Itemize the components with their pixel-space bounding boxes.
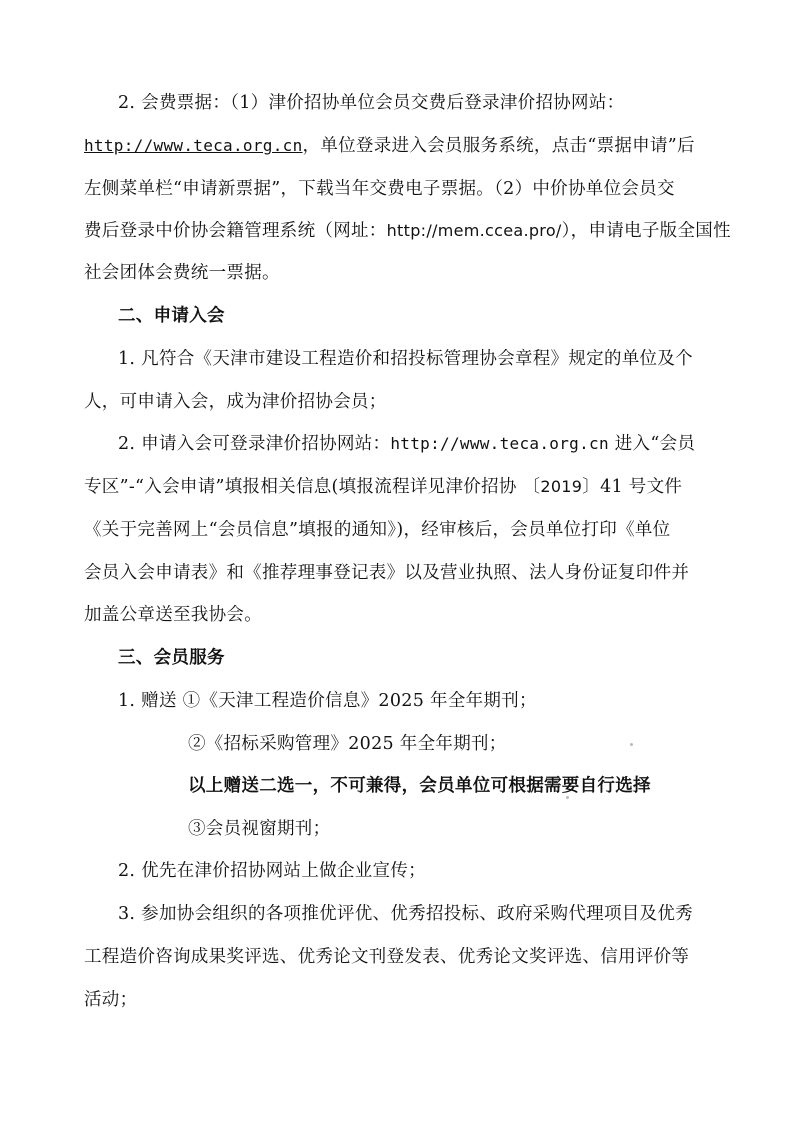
apply-item-2-line-5 <box>84 601 724 629</box>
service-item-1-note: 以上赠送二选一，不可兼得，会员单位可根据需要自行选择 <box>188 776 651 796</box>
text-span: 左侧菜单栏“申请新票据”，下载当年交费电子票据。（2）中价协单位会员交 <box>84 179 675 199</box>
text-span: 《关于完善网上“会员信息”填报的通知》)，经审核后，会员单位打印《单位 <box>84 520 671 540</box>
service-item-3-line-1 <box>118 900 758 928</box>
text-span: 1. 赠送 ①《天津工程造价信息》2025 年全年期刊； <box>118 691 537 711</box>
fee-receipt-line-2 <box>84 132 724 160</box>
text-span: 活动； <box>84 990 138 1010</box>
text-span: ③会员视窗期刊； <box>188 819 331 839</box>
text-span: 会员入会申请表》和《推荐理事登记表》以及营业执照、法人身份证复印件并 <box>84 563 690 583</box>
text-span: 2. 会费票据：（1）津价招协单位会员交费后登录津价招协网站： <box>118 93 625 113</box>
fee-receipt-line-1 <box>118 89 758 117</box>
text-span: 社会团体会费统一票据。 <box>84 263 280 283</box>
apply-item-2-line-4 <box>84 559 724 587</box>
fee-receipt-line-4 <box>84 217 731 245</box>
apply-item-2-line-2 <box>84 473 724 501</box>
service-item-1-line-2 <box>188 730 800 758</box>
doc-year: 2019 <box>540 477 583 496</box>
fee-receipt-line-5 <box>84 259 724 287</box>
text-span: 2. 申请入会可登录津价招协网站： <box>118 434 391 454</box>
teca-website-link[interactable]: http://www.teca.org.cn <box>84 136 303 155</box>
text-span: 〕41 号文件 <box>582 477 683 497</box>
service-item-3-line-2 <box>84 943 724 971</box>
ccea-website-link[interactable]: http://mem.ccea.pro/ <box>386 221 562 240</box>
text-span: 1. 凡符合《天津市建设工程造价和招投标管理协会章程》规定的单位及个 <box>118 349 693 369</box>
apply-item-1-line-1 <box>118 345 758 373</box>
text-span: 费后登录中价协会籍管理系统（网址： <box>84 221 387 241</box>
fee-receipt-line-3 <box>84 175 724 203</box>
service-item-3-line-3 <box>84 986 724 1014</box>
section-heading-apply: 二、申请入会 <box>118 306 225 326</box>
text-span: 工程造价咨询成果奖评选、优秀论文刊登发表、优秀论文奖评选、信用评价等 <box>84 947 690 967</box>
text-span: 专区”-“入会申请”填报相关信息(填报流程详见津价招协 〔 <box>84 477 541 497</box>
apply-item-1-line-2 <box>84 388 724 416</box>
text-span: 3. 参加协会组织的各项推优评优、优秀招投标、政府采购代理项目及优秀 <box>118 904 693 924</box>
apply-item-2-line-3 <box>84 516 724 544</box>
text-span: 进入“会员 <box>608 434 696 454</box>
text-span: ，单位登录进入会员服务系统，点击“票据申请”后 <box>302 136 695 156</box>
service-item-2 <box>118 857 758 885</box>
text-span: 2. 优先在津价招协网站上做企业宣传； <box>118 861 426 881</box>
service-item-1-line-1 <box>118 687 758 715</box>
text-span: 人，可申请入会，成为津价招协会员； <box>84 392 387 412</box>
text-span: ），申请电子版全国性 <box>561 221 731 241</box>
text-span: 加盖公章送至我协会。 <box>84 605 262 625</box>
teca-website-text[interactable]: http://www.teca.org.cn <box>390 434 609 453</box>
text-span: ②《招标采购管理》2025 年全年期刊； <box>188 734 507 754</box>
section-heading-services: 三、会员服务 <box>118 648 225 668</box>
service-item-1-line-4 <box>188 815 800 843</box>
scan-speck <box>566 796 569 799</box>
apply-item-2-line-1 <box>118 430 758 458</box>
scan-speck <box>630 743 633 746</box>
